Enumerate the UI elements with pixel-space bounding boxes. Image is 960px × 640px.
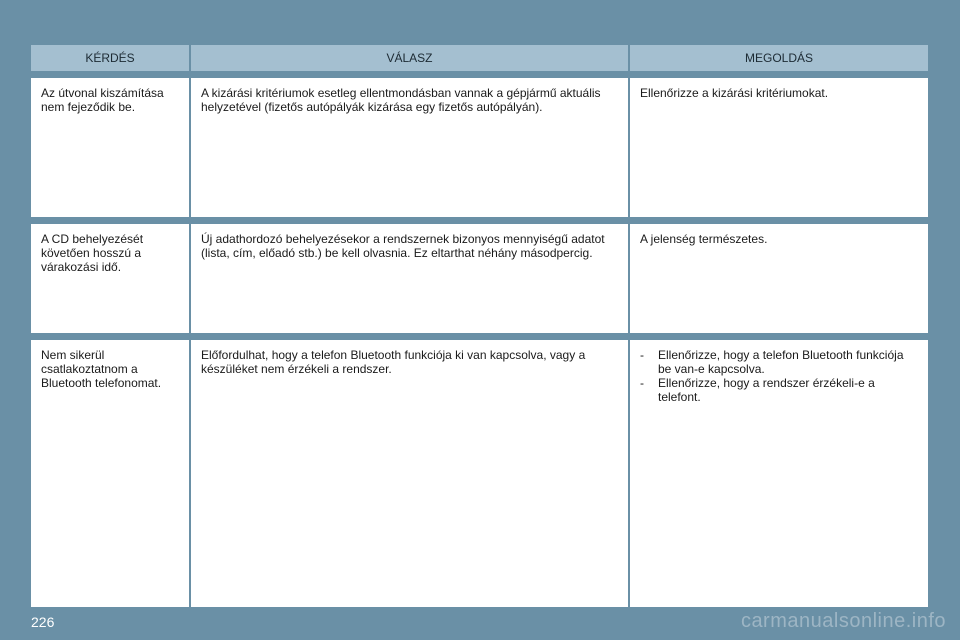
bullet-dash: - [640,348,644,362]
solution-item-text: Ellenőrizze, hogy a rendszer érzékeli-e a telefont. [658,376,875,404]
header-solution: MEGOLDÁS [630,45,928,71]
row3-solution [630,340,928,607]
row1-solution: Ellenőrizze a kizárási kritériumokat. [630,78,928,217]
row2-answer: Új adathordozó behelyezésekor a rendszernek bizonyos mennyiségű adatot (lista, cím, előadó stb.) be kell olvasnia. Ez eltarthat néhány másodpercig. [191,224,628,333]
watermark: carmanualsonline.info [740,610,946,632]
header-answer: VÁLASZ [191,45,628,71]
row2-question: A CD behelyezését követően hosszú a várakozási idő. [31,224,189,333]
solution-item-text: Ellenőrizze, hogy a telefon Bluetooth funkciója be van-e kapcsolva. [658,348,904,376]
header-question: KÉRDÉS [31,45,189,71]
row3-question: Nem sikerül csatlakoztatnom a Bluetooth telefonomat. [31,340,189,607]
row3-answer: Előfordulhat, hogy a telefon Bluetooth funkciója ki van kapcsolva, vagy a készüléket nem érzékeli a rendszer. [191,340,628,607]
row1-question: Az útvonal kiszámítása nem fejeződik be. [31,78,189,217]
row2-solution: A jelenség természetes. [630,224,928,333]
page-number: 226 [31,614,55,630]
bullet-dash: - [640,376,644,390]
solution-list-item [640,348,920,376]
row1-answer: A kizárási kritériumok esetleg ellentmondásban vannak a gépjármű aktuális helyzetével (fizetős autópályák kizárása egy fizetős autópályán). [191,78,628,217]
solution-list-item [640,376,920,404]
